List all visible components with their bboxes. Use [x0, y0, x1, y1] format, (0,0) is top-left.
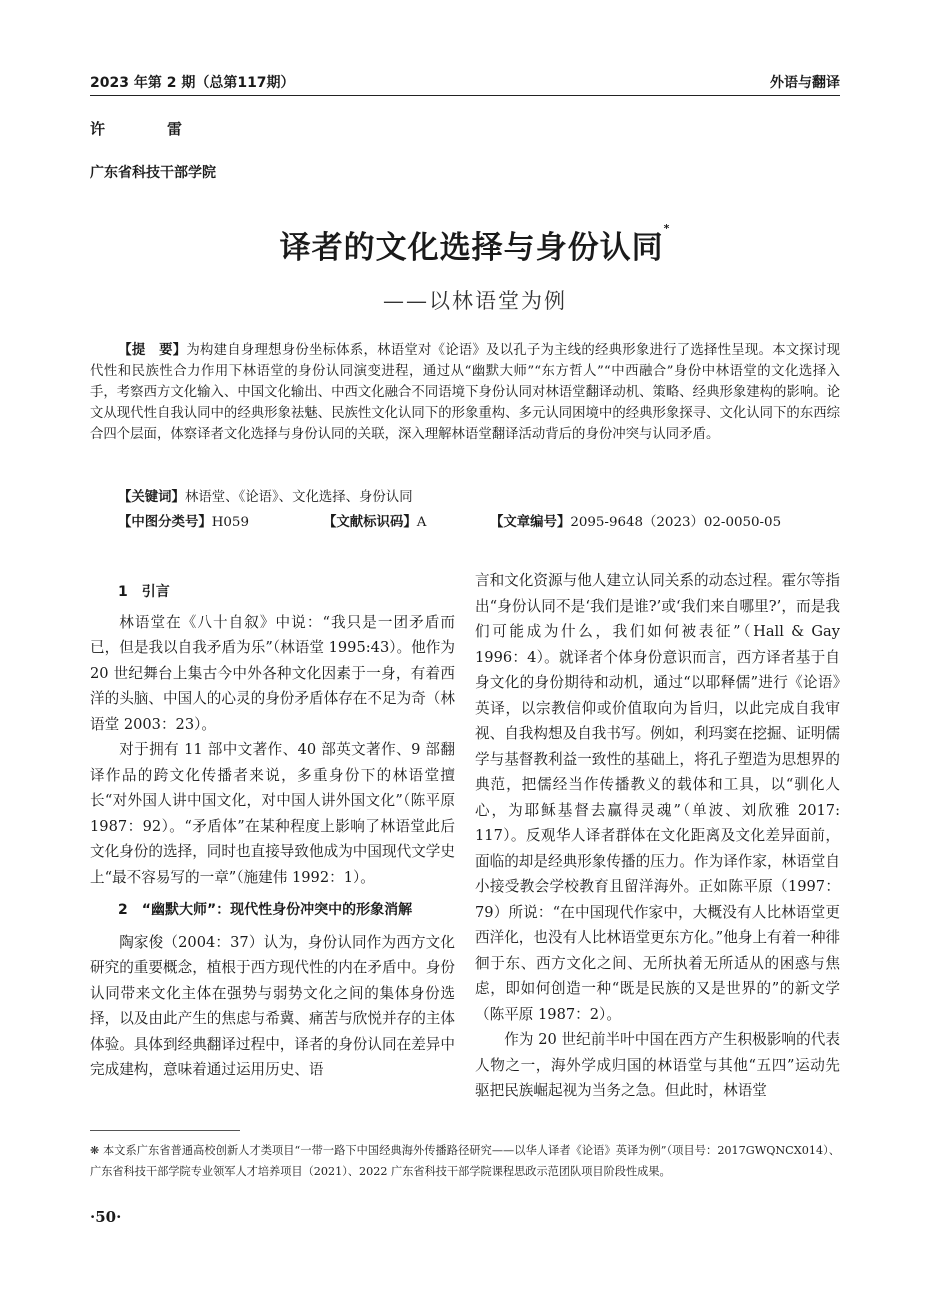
paragraph: 作为 20 世纪前半叶中国在西方产生积极影响的代表人物之一，海外学成归国的林语堂与其他“五四”运动先驱把民族崛起视为当务之急。但此时，林语堂	[475, 1031, 840, 1099]
footnote-divider	[90, 1130, 240, 1131]
author-name: 许雷	[90, 120, 245, 138]
keywords	[118, 486, 413, 505]
paper-subtitle: ——以林语堂为例	[383, 289, 567, 313]
keywords-label: 【关键词】	[118, 489, 185, 505]
paper-title-text: 译者的文化选择与身份认同	[279, 230, 664, 266]
abstract	[90, 340, 840, 445]
article-number	[490, 511, 781, 530]
page-number: ·50·	[90, 1208, 122, 1226]
doc-code-value: A	[416, 515, 427, 530]
paragraph: 言和文化资源与他人建立认同关系的动态过程。霍尔等指出“身份认同不是‘我们是谁?’或‘我们来自哪里?’，而是我们可能成为什么，我们如何被表征”（Hall & Gay 1996：4）。就译者个体身份意识而言，西方译者基于自身文化的身份期待和动机，通过“以耶释儒”进行《论语》英译，以宗教信仰或价值取向为旨归，以此完成自我审视、自我构想及自我书写。例如，利玛窦在挖掘、证明儒学与基督教利益一致性的基础上，将孔子塑造为思想界的典范，把儒经当作传播教义的载体和工具，以“驯化人心，为耶稣基督去赢得灵魂”（单波、刘欣雅 2017: 117）。反观华人译者群体在文化距离及文化差异面前，面临的却是经典形象传播的压力。作为译作家，林语堂自小接受教会学校教育且留洋海外。正如陈平原（1997：79）所说：“在中国现代作家中，大概没有人比林语堂更西洋化，也没有人比林语堂更东方化。”他身上有着一种徘徊于东、西方文化之间、无所执着无所适从的困惑与焦虑，即如何创造一种“既是民族的又是世界的”的新文学（陈平原 1987：2）。	[475, 572, 841, 1023]
document-code	[323, 511, 426, 530]
section-2-heading: 2 “幽默大师”：现代性身份冲突中的形象消解	[118, 902, 413, 918]
header-divider	[90, 95, 840, 96]
paragraph: 对于拥有 11 部中文著作、40 部英文著作、9 部翻译作品的跨文化传播者来说，多重身份下的林语堂擅长“对外国人讲中国文化，对中国人讲外国文化”（陈平原 1987：92）。“矛盾体”在某种程度上影响了林语堂此后文化身份的选择，同时也直接导致他成为中国现代文学史上“最不容易写的一章”（施建伟 1992：1）。	[90, 741, 455, 886]
abstract-label: 【提 要】	[118, 342, 187, 358]
paragraph: 林语堂在《八十自叙》中说：“我只是一团矛盾而已，但是我以自我矛盾为乐”（林语堂 1995:43）。他作为 20 世纪舞台上集古今中外各种文化因素于一身，有着西洋的头脑、中国人的心灵的身份矛盾体存在不足为奇（林语堂 2003：23）。	[90, 613, 455, 733]
abstract-text: 为构建自身理想身份坐标体系，林语堂对《论语》及以孔子为主线的经典形象进行了选择性呈现。本文探讨现代性和民族性合力作用下林语堂的身份认同演变进程，通过从“幽默大师”“东方哲人”“中西融合”身份中林语堂的文化选择入手，考察西方文化输入、中国文化输出、中西文化融合不同语境下身份认同对林语堂翻译动机、策略、经典形象建构的影响。论文从现代性自我认同中的经典形象祛魅、民族性文化认同下的形象重构、多元认同困境中的经典形象探寻、文化认同下的东西综合四个层面，体察译者文化选择与身份认同的关联，深入理解林语堂翻译活动背后的身份冲突与认同矛盾。	[90, 343, 841, 442]
journal-name: 外语与翻译	[770, 75, 840, 91]
article-number-label: 【文章编号】	[490, 514, 571, 530]
author-affiliation: 广东省科技干部学院	[90, 165, 216, 181]
paper-title	[0, 222, 950, 267]
clc-label: 【中图分类号】	[118, 514, 212, 530]
section-1-heading: 1 引言	[118, 584, 170, 600]
title-footnote-mark: *	[663, 222, 671, 235]
clc-number	[118, 511, 249, 530]
clc-value: H059	[211, 515, 249, 530]
right-column	[475, 568, 840, 1104]
journal-issue: 2023 年第 2 期（总第117期）	[90, 75, 295, 91]
left-column	[90, 580, 455, 1083]
keywords-text: 林语堂、《论语》、文化选择、身份认同	[184, 490, 413, 505]
article-number-value: 2095-9648（2023）02-0050-05	[570, 515, 782, 530]
doc-code-label: 【文献标识码】	[323, 514, 417, 530]
paragraph: 陶家俊（2004：37）认为，身份认同作为西方文化研究的重要概念，植根于西方现代性的内在矛盾中。身份认同带来文化主体在强势与弱势文化之间的集体身份选择，以及由此产生的焦虑与希冀、痛苦与欣悦并存的主体体验。具体到经典翻译过程中，译者的身份认同在差异中完成建构，意味着通过运用历史、语	[90, 933, 455, 1078]
footnote: ❋ 本文系广东省普通高校创新人才类项目“一带一路下中国经典海外传播路径研究——以华人译者《论语》英译为例”（项目号：2017GWQNCX014）、广东省科技干部学院专业领军人才培养项目（2021）、2022 广东省科技干部学院课程思政示范团队项目阶段性成果。	[90, 1144, 840, 1178]
